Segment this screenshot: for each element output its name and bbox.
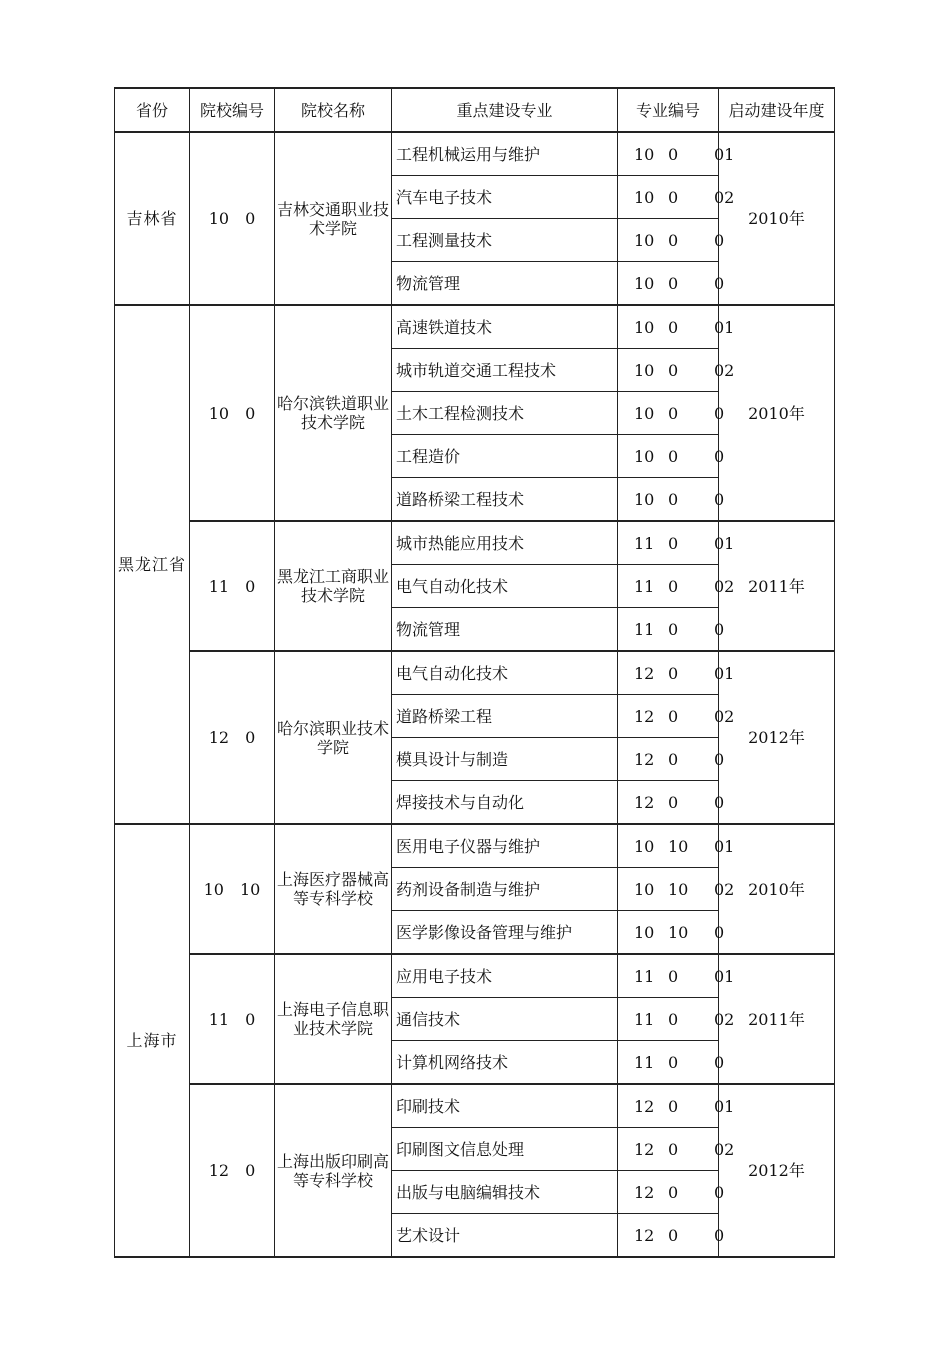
major-code-cell [618, 349, 735, 392]
header-school-name: 院校名称 [275, 88, 392, 132]
major-code-cell [618, 565, 735, 608]
school-id-cell: 12 0 [190, 1084, 275, 1257]
major-code-part: 0 [668, 274, 679, 293]
major-code-part: 02 [714, 880, 735, 899]
major-code-cell [618, 738, 725, 781]
school-name-cell: 上海电子信息职业技术学院 [275, 954, 392, 1084]
major-code-part: 0 [668, 1097, 679, 1116]
major-code-part: 10 [634, 837, 655, 856]
major-code-part: 0 [668, 490, 679, 509]
header-province: 省份 [115, 88, 190, 132]
major-name-cell: 艺术设计 [392, 1214, 618, 1258]
major-code-part: 0 [668, 231, 679, 250]
major-code-part: 11 [634, 1010, 655, 1029]
table-row [115, 651, 835, 695]
table-row [115, 305, 835, 349]
major-code-part: 02 [714, 188, 735, 207]
major-code-cell [618, 1214, 725, 1258]
major-code-cell [618, 521, 735, 565]
major-code-part: 02 [714, 577, 735, 596]
school-id-cell: 11 0 [190, 954, 275, 1084]
major-code-part: 10 [668, 880, 689, 899]
start-year-cell: 2010年 [719, 132, 835, 305]
major-name-cell: 电气自动化技术 [392, 565, 618, 608]
major-code-part: 0 [714, 1226, 725, 1245]
major-name-cell: 计算机网络技术 [392, 1041, 618, 1085]
major-code-part: 0 [668, 1053, 679, 1072]
header-major-code: 专业编号 [618, 88, 719, 132]
major-code-part: 0 [668, 750, 679, 769]
major-code-part: 0 [668, 620, 679, 639]
major-code-part: 10 [668, 837, 689, 856]
header-start-year: 启动建设年度 [719, 88, 835, 132]
major-code-part: 11 [634, 534, 655, 553]
major-code-part: 10 [634, 923, 655, 942]
major-code-part: 10 [634, 145, 655, 164]
major-name-cell: 药剂设备制造与维护 [392, 868, 618, 911]
major-code-part: 02 [714, 1140, 735, 1159]
major-code-part: 10 [668, 923, 689, 942]
major-code-part: 0 [668, 577, 679, 596]
major-code-part: 02 [714, 361, 735, 380]
major-name-cell: 焊接技术与自动化 [392, 781, 618, 825]
major-code-part: 0 [668, 1183, 679, 1202]
school-name-cell: 哈尔滨职业技术学院 [275, 651, 392, 824]
major-name-cell: 医学影像设备管理与维护 [392, 911, 618, 955]
header-row [115, 88, 835, 132]
major-code-part: 10 [634, 880, 655, 899]
school-id-cell: 10 0 [190, 132, 275, 305]
table-row [115, 1084, 835, 1128]
header-major: 重点建设专业 [392, 88, 618, 132]
major-code-part: 0 [668, 361, 679, 380]
start-year-cell: 2011年 [719, 521, 835, 651]
major-name-cell: 道路桥梁工程 [392, 695, 618, 738]
major-code-part: 0 [714, 404, 725, 423]
start-year-cell: 2012年 [719, 651, 835, 824]
major-code-part: 10 [634, 231, 655, 250]
major-name-cell: 物流管理 [392, 608, 618, 652]
start-year-cell: 2012年 [719, 1084, 835, 1257]
major-code-part: 12 [634, 1226, 655, 1245]
major-name-cell: 通信技术 [392, 998, 618, 1041]
major-code-cell [618, 176, 735, 219]
school-name-cell: 上海出版印刷高等专科学校 [275, 1084, 392, 1257]
major-code-cell [618, 824, 735, 868]
major-code-part: 0 [668, 707, 679, 726]
major-code-cell [618, 998, 735, 1041]
major-name-cell: 汽车电子技术 [392, 176, 618, 219]
major-code-part: 01 [714, 534, 735, 553]
major-name-cell: 高速铁道技术 [392, 305, 618, 349]
major-code-cell [618, 219, 725, 262]
spreadsheet-table [114, 87, 834, 1258]
major-code-part: 0 [714, 274, 725, 293]
table-row [115, 954, 835, 998]
province-cell: 吉林省 [115, 132, 190, 305]
major-code-part: 01 [714, 145, 735, 164]
major-code-cell [618, 132, 735, 176]
major-code-cell [618, 608, 725, 652]
major-code-cell [618, 392, 725, 435]
school-name-cell: 吉林交通职业技术学院 [275, 132, 392, 305]
start-year-cell: 2010年 [719, 824, 835, 954]
major-code-part: 10 [634, 361, 655, 380]
major-code-part: 12 [634, 750, 655, 769]
major-code-part: 0 [714, 793, 725, 812]
table-body [115, 88, 835, 1257]
major-code-part: 0 [714, 620, 725, 639]
major-code-cell [618, 695, 735, 738]
major-code-cell [618, 1128, 735, 1171]
key-majors-table [114, 87, 835, 1258]
major-name-cell: 印刷技术 [392, 1084, 618, 1128]
major-code-part: 02 [714, 1010, 735, 1029]
major-code-part: 10 [634, 188, 655, 207]
major-code-part: 11 [634, 577, 655, 596]
major-code-part: 0 [714, 750, 725, 769]
major-code-part: 0 [668, 1010, 679, 1029]
major-name-cell: 城市热能应用技术 [392, 521, 618, 565]
major-code-part: 0 [668, 1140, 679, 1159]
major-code-cell [618, 478, 725, 522]
major-code-part: 12 [634, 1183, 655, 1202]
major-code-part: 0 [668, 447, 679, 466]
major-code-part: 0 [668, 1226, 679, 1245]
major-code-part: 10 [634, 318, 655, 337]
major-name-cell: 物流管理 [392, 262, 618, 306]
major-name-cell: 工程造价 [392, 435, 618, 478]
major-code-part: 11 [634, 620, 655, 639]
major-code-cell [618, 954, 735, 998]
major-code-part: 12 [634, 664, 655, 683]
major-name-cell: 出版与电脑编辑技术 [392, 1171, 618, 1214]
major-code-part: 0 [714, 1053, 725, 1072]
major-code-part: 0 [668, 188, 679, 207]
major-code-cell [618, 435, 725, 478]
major-code-part: 11 [634, 967, 655, 986]
major-code-part: 0 [668, 404, 679, 423]
major-code-cell [618, 868, 735, 911]
major-code-part: 01 [714, 318, 735, 337]
major-code-part: 0 [668, 145, 679, 164]
major-name-cell: 应用电子技术 [392, 954, 618, 998]
major-name-cell: 城市轨道交通工程技术 [392, 349, 618, 392]
major-code-part: 0 [668, 534, 679, 553]
major-code-cell [618, 305, 735, 349]
major-code-part: 10 [634, 490, 655, 509]
major-code-part: 10 [634, 404, 655, 423]
table-row [115, 132, 835, 176]
major-name-cell: 印刷图文信息处理 [392, 1128, 618, 1171]
major-code-part: 0 [668, 664, 679, 683]
table-row [115, 824, 835, 868]
major-code-part: 01 [714, 1097, 735, 1116]
major-code-part: 0 [668, 793, 679, 812]
major-code-part: 10 [634, 274, 655, 293]
school-id-cell: 10 10 [190, 824, 275, 954]
major-name-cell: 道路桥梁工程技术 [392, 478, 618, 522]
major-code-part: 0 [714, 490, 725, 509]
major-code-cell [618, 1041, 725, 1085]
school-name-cell: 黑龙江工商职业技术学院 [275, 521, 392, 651]
major-code-cell [618, 1084, 735, 1128]
major-code-part: 01 [714, 967, 735, 986]
major-name-cell: 电气自动化技术 [392, 651, 618, 695]
major-code-part: 12 [634, 1097, 655, 1116]
start-year-cell: 2010年 [719, 305, 835, 521]
school-id-cell: 12 0 [190, 651, 275, 824]
major-code-cell [618, 651, 735, 695]
school-name-cell: 上海医疗器械高等专科学校 [275, 824, 392, 954]
table-row [115, 521, 835, 565]
major-code-part: 12 [634, 793, 655, 812]
major-code-part: 01 [714, 837, 735, 856]
school-id-cell: 11 0 [190, 521, 275, 651]
major-code-part: 12 [634, 1140, 655, 1159]
header-school-id: 院校编号 [190, 88, 275, 132]
major-code-cell [618, 781, 725, 825]
major-name-cell: 土木工程检测技术 [392, 392, 618, 435]
major-code-part: 0 [668, 318, 679, 337]
major-code-part: 0 [668, 967, 679, 986]
major-name-cell: 模具设计与制造 [392, 738, 618, 781]
school-name-cell: 哈尔滨铁道职业技术学院 [275, 305, 392, 521]
major-name-cell: 工程测量技术 [392, 219, 618, 262]
major-code-cell [618, 262, 725, 306]
province-cell: 上海市 [115, 824, 190, 1257]
school-id-cell: 10 0 [190, 305, 275, 521]
major-code-cell [618, 1171, 725, 1214]
major-code-part: 0 [714, 447, 725, 466]
start-year-cell: 2011年 [719, 954, 835, 1084]
major-code-part: 0 [714, 1183, 725, 1202]
major-code-part: 0 [714, 923, 725, 942]
major-code-part: 01 [714, 664, 735, 683]
major-code-part: 11 [634, 1053, 655, 1072]
major-code-part: 02 [714, 707, 735, 726]
major-code-part: 12 [634, 707, 655, 726]
major-code-cell [618, 911, 725, 955]
major-code-part: 0 [714, 231, 725, 250]
major-code-part: 10 [634, 447, 655, 466]
province-cell: 黑龙江省 [115, 305, 190, 824]
major-name-cell: 工程机械运用与维护 [392, 132, 618, 176]
major-name-cell: 医用电子仪器与维护 [392, 824, 618, 868]
